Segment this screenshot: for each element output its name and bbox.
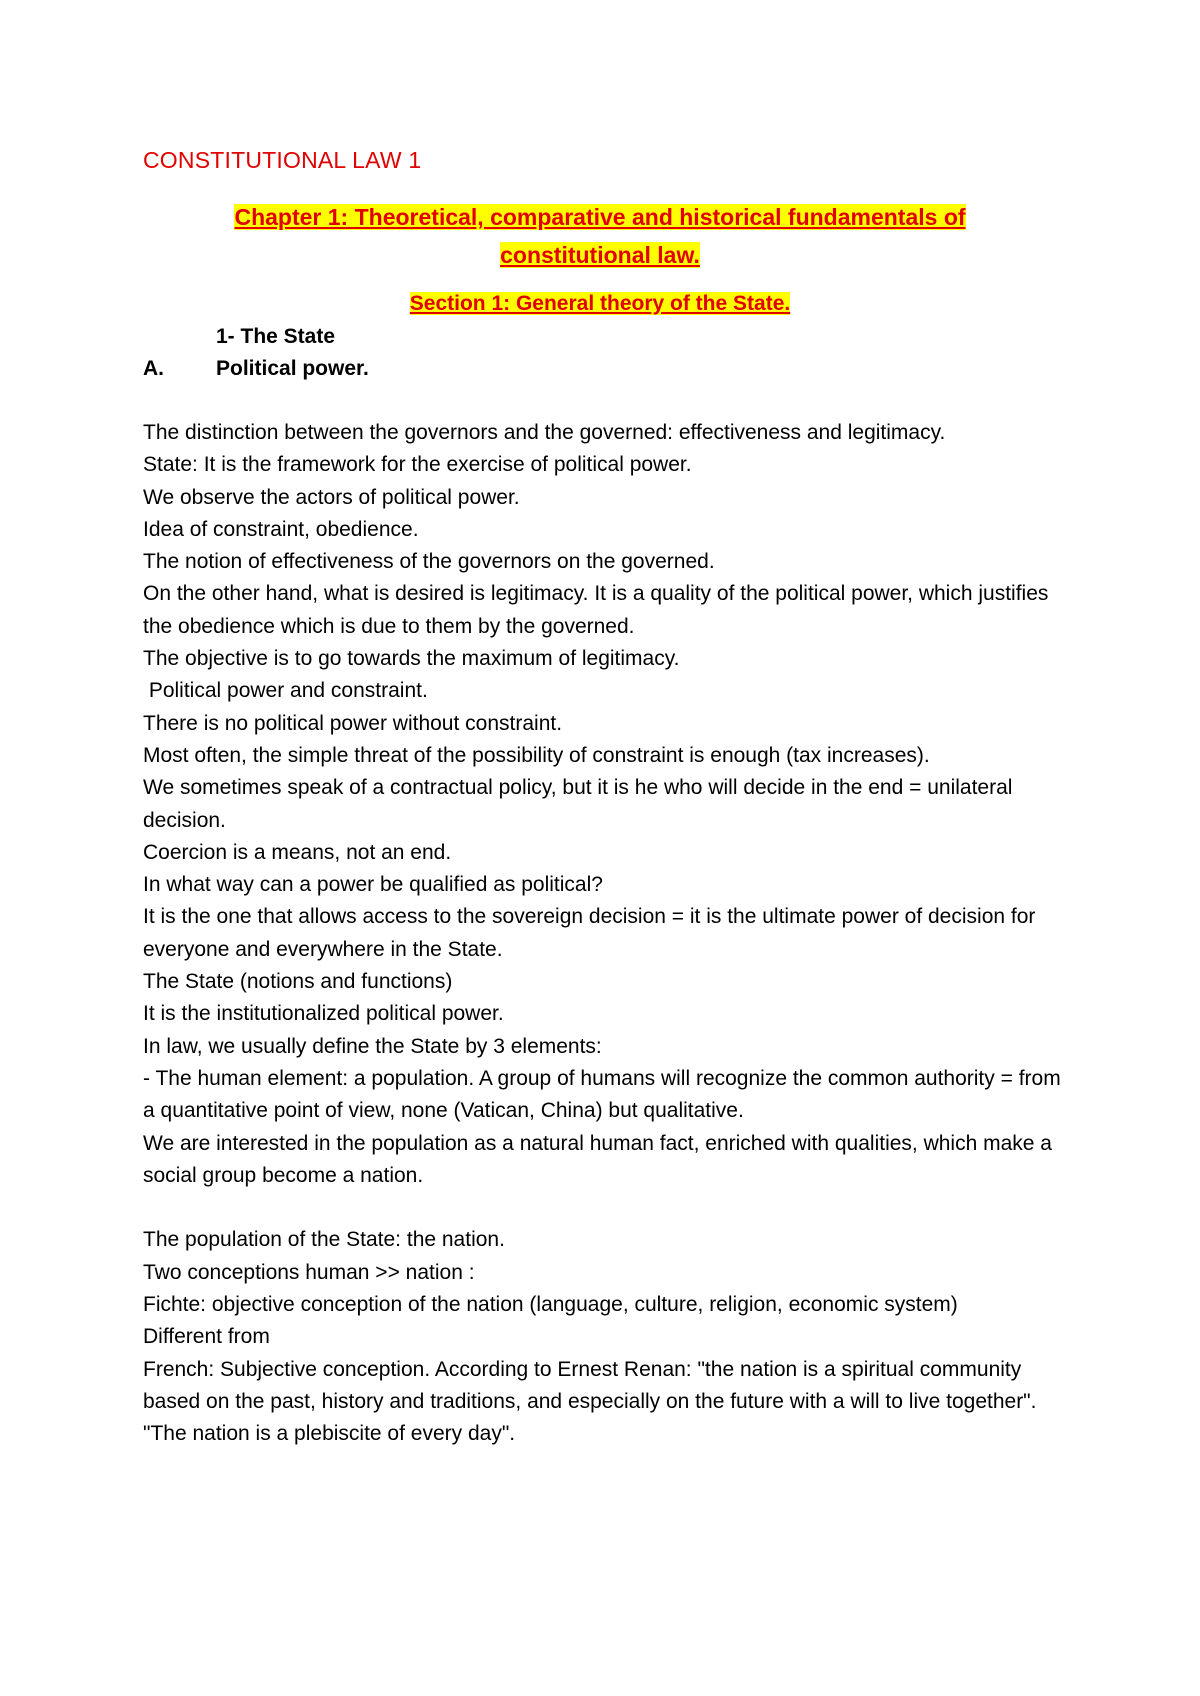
subheading-the-state: 1- The State — [216, 325, 336, 348]
paragraph: We observe the actors of political power. — [143, 485, 520, 509]
paragraph: In what way can a power be qualified as political? — [143, 873, 603, 897]
paragraph: Most often, the simple threat of the possibility of constraint is enough (tax increases). — [143, 743, 930, 767]
chapter-heading-line-1: Chapter 1: Theoretical, comparative and historical fundamentals of — [234, 204, 966, 230]
paragraph: The distinction between the governors and the governed: effectiveness and legitimacy. — [143, 421, 946, 444]
blank-line — [143, 1192, 1073, 1224]
paragraph: We are interested in the population as a natural human fact, enriched with qualities, which make a social group become a nation. — [143, 1131, 1052, 1187]
paragraph: There is no political power without constraint. — [143, 711, 563, 735]
section-heading-text: Section 1: General theory of the State. — [409, 292, 791, 315]
paragraph: In law, we usually define the State by 3 elements: — [143, 1034, 602, 1058]
chapter-heading — [150, 198, 1050, 274]
paragraph: "The nation is a plebiscite of every day". — [143, 1422, 516, 1446]
subheading-political-power-text: Political power. — [216, 357, 369, 380]
paragraph: Political power and constraint. — [143, 679, 428, 703]
paragraph: Two conceptions human >> nation : — [143, 1260, 475, 1284]
paragraph: It is the institutionalized political power. — [143, 1002, 504, 1026]
paragraph: On the other hand, what is desired is legitimacy. It is a quality of the political power, which justifies the obedience which is due to them by the governed. — [143, 582, 1049, 638]
chapter-heading-line-2: constitutional law. — [500, 242, 700, 268]
paragraph: The population of the State: the nation. — [143, 1228, 505, 1252]
document-title: CONSTITUTIONAL LAW 1 — [143, 147, 422, 173]
paragraph: It is the one that allows access to the sovereign decision = it is the ultimate power of decision for everyone and everywhere in the State. — [143, 905, 1036, 961]
paragraph: Coercion is a means, not an end. — [143, 840, 452, 864]
paragraph: The notion of effectiveness of the governors on the governed. — [143, 550, 715, 574]
paragraph: Fichte: objective conception of the nation (language, culture, religion, economic system) — [143, 1293, 958, 1317]
subheading-political-power — [143, 354, 369, 384]
paragraph: Different from — [143, 1325, 270, 1349]
paragraph: Idea of constraint, obedience. — [143, 517, 419, 541]
paragraph: State: It is the framework for the exercise of political power. — [143, 453, 692, 477]
paragraph: The objective is to go towards the maximum of legitimacy. — [143, 647, 680, 671]
paragraph: We sometimes speak of a contractual policy, but it is he who will decide in the end = unilateral decision. — [143, 776, 1013, 832]
paragraph: French: Subjective conception. According to Ernest Renan: "the nation is a spiritual community based on the past, history and traditions, and especially on the future with a will to live together". — [143, 1357, 1037, 1413]
paragraph: - The human element: a population. A group of humans will recognize the common authority = from a quantitative point of view, none (Vatican, China) but qualitative. — [143, 1066, 1061, 1123]
body-text — [143, 417, 1073, 1451]
section-heading — [150, 289, 1050, 319]
paragraph: The State (notions and functions) — [143, 970, 453, 994]
subheading-letter: A. — [143, 357, 164, 380]
